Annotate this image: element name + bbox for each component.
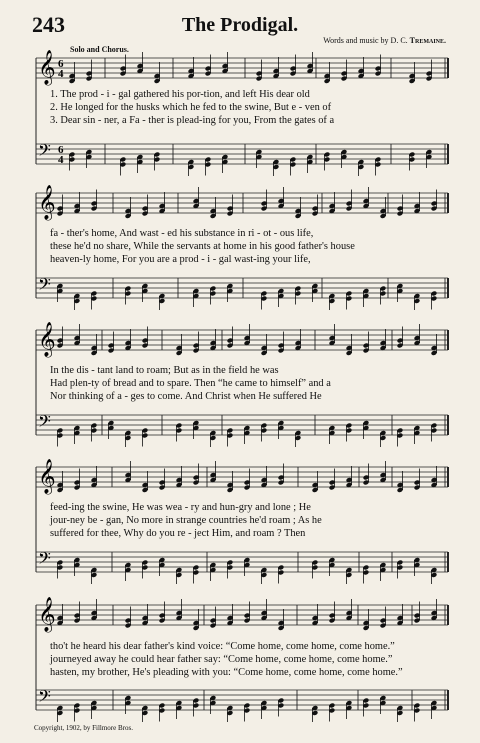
lyrics-system-4 [50, 501, 446, 540]
verse-line: 1. The prod - i - gal gathered his por-tion, and left His dear old [50, 89, 310, 100]
treble-clef-icon: 𝄞 [38, 50, 56, 85]
verse-line: Nor thinking of a - ges to come. And Christ when He suffered He [50, 391, 322, 402]
treble-clef-icon: 𝄞 [38, 459, 56, 494]
bass-clef-icon: 𝄢 [38, 686, 51, 710]
verse-line: these he'd no share, While the servants at home in his good father's house [50, 241, 355, 252]
time-signature-upper: 6 [58, 144, 64, 156]
verse-line: suffered for thee, Why do you re - ject Him, and roam ? Then [50, 528, 306, 539]
verse-line: In the dis - tant land to roam; But as in the field he was [50, 365, 279, 376]
lyrics-system-3 [50, 364, 446, 403]
bass-clef-icon: 𝄢 [38, 548, 51, 572]
verse-line: journeyed away he could hear father say: “Come home, come home, come home.” [50, 654, 393, 665]
time-signature-lower: 4 [58, 154, 64, 166]
lyrics-system-5 [50, 640, 446, 679]
time-signature-lower: 4 [58, 68, 64, 80]
verse-line: hasten, my brother, He's pleading with you: “Come home, come home, come home.” [50, 667, 403, 678]
bass-clef-icon: 𝄢 [38, 274, 51, 298]
treble-clef-icon: 𝄞 [38, 185, 56, 220]
bass-clef-icon: 𝄢 [38, 411, 51, 435]
hymn-number: 243 [32, 12, 65, 37]
copyright-notice: Copyright, 1902, by Fillmore Bros. [34, 724, 133, 732]
verse-line: tho't he heard his dear father's kind voice: “Come home, come home, come home.” [50, 641, 395, 652]
verse-line: Had plen-ty of bread and to spare. Then “he came to himself” and a [50, 378, 331, 389]
credit-line [323, 36, 446, 45]
verse-line: fa - ther's home, And wast - ed his substance in ri - ot - ous life, [50, 228, 314, 239]
time-signature-upper: 6 [58, 58, 64, 70]
credit-prefix: Words and music by D. C. [323, 36, 408, 45]
verse-line: feed-ing the swine, He was wea - ry and hun-gry and lone ; He [50, 502, 311, 513]
verse-line: jour-ney be - gan, No more in strange countries he'd roam ; As he [50, 515, 322, 526]
verse-line: heaven-ly home, For you are a prod - i - gal wast-ing your life, [50, 254, 311, 265]
verse-line: 3. Dear sin - ner, a Fa - ther is plead-ing for you, From the gates of a [50, 115, 335, 126]
hymn-title: The Prodigal. [181, 14, 299, 36]
composer-name: Tremaine. [409, 36, 446, 45]
verse-line: 2. He longed for the husks which he fed to the swine, But e - ven of [50, 102, 332, 113]
performance-designation: Solo and Chorus. [70, 45, 129, 54]
lyrics-system-1 [50, 88, 446, 127]
treble-clef-icon: 𝄞 [38, 597, 56, 632]
treble-clef-icon: 𝄞 [38, 322, 56, 357]
lyrics-system-2 [50, 227, 446, 266]
bass-clef-icon: 𝄢 [38, 140, 51, 164]
